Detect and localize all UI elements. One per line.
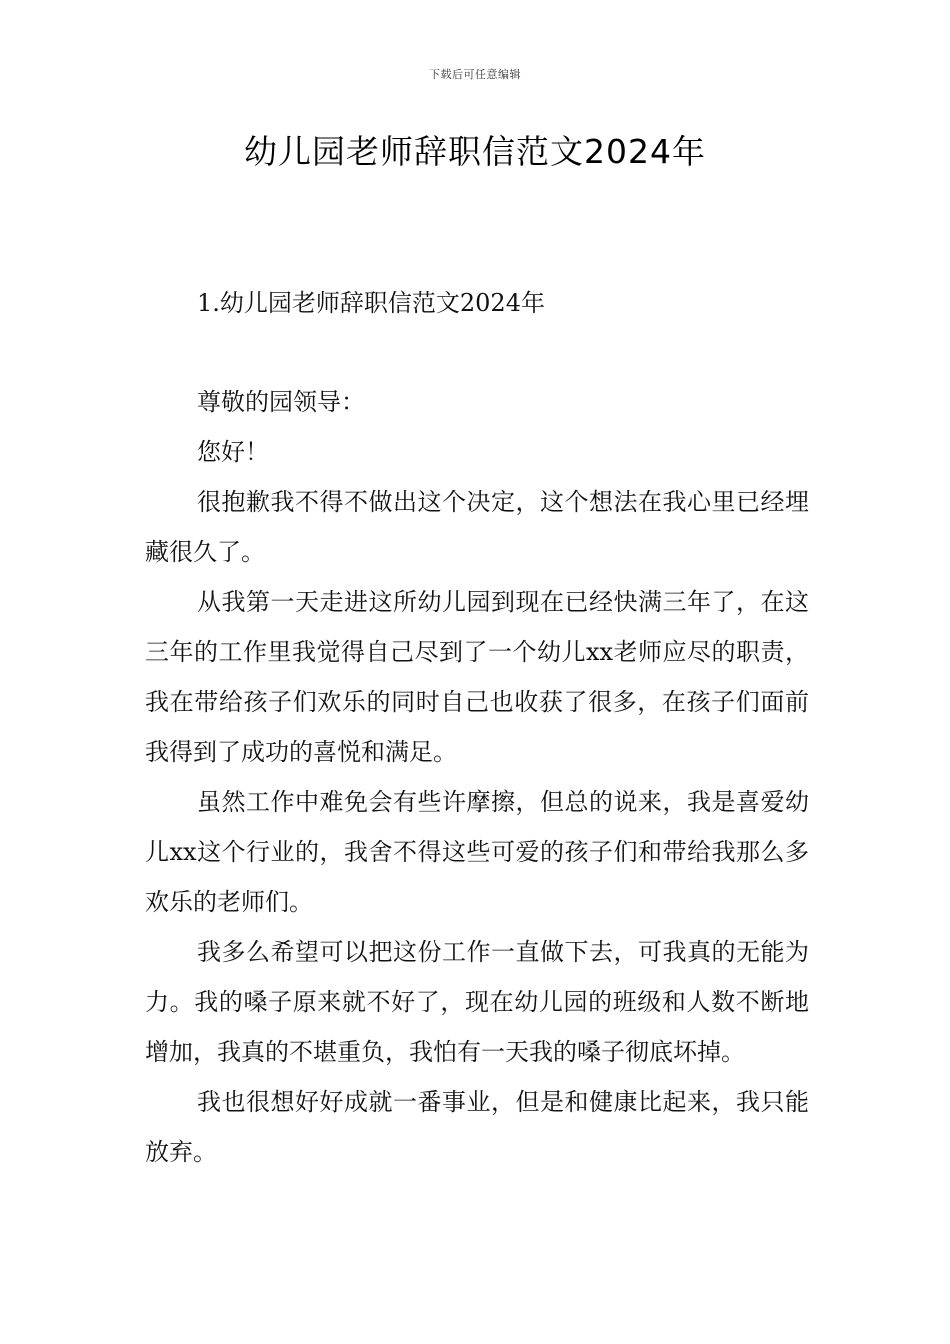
section-heading: 1.幼儿园老师辞职信范文2024年 — [197, 289, 545, 317]
header-note: 下载后可任意编辑 — [429, 68, 521, 81]
paragraph: 从我第一天走进这所幼儿园到现在已经快满三年了，在这三年的工作里我觉得自己尽到了一个幼儿xx老师应尽的职责，我在带给孩子们欢乐的同时自己也收获了很多，在孩子们面前我得到了成功的喜悦和满足。 — [145, 588, 809, 766]
letter-body — [145, 377, 809, 1177]
paragraph: 很抱歉我不得不做出这个决定，这个想法在我心里已经埋藏很久了。 — [145, 488, 809, 566]
salutation: 尊敬的园领导： — [197, 388, 365, 416]
paragraph: 我也很想好好成就一番事业，但是和健康比起来，我只能放弃。 — [145, 1088, 809, 1166]
paragraph: 虽然工作中难免会有些许摩擦，但总的说来，我是喜爱幼儿xx这个行业的，我舍不得这些可爱的孩子们和带给我那么多欢乐的老师们。 — [145, 788, 809, 916]
greeting: 您好！ — [197, 438, 269, 466]
paragraph: 我多么希望可以把这份工作一直做下去，可我真的无能为力。我的嗓子原来就不好了，现在幼儿园的班级和人数不断地增加，我真的不堪重负，我怕有一天我的嗓子彻底坏掉。 — [145, 938, 809, 1066]
document-title: 幼儿园老师辞职信范文2024年 — [244, 132, 706, 171]
